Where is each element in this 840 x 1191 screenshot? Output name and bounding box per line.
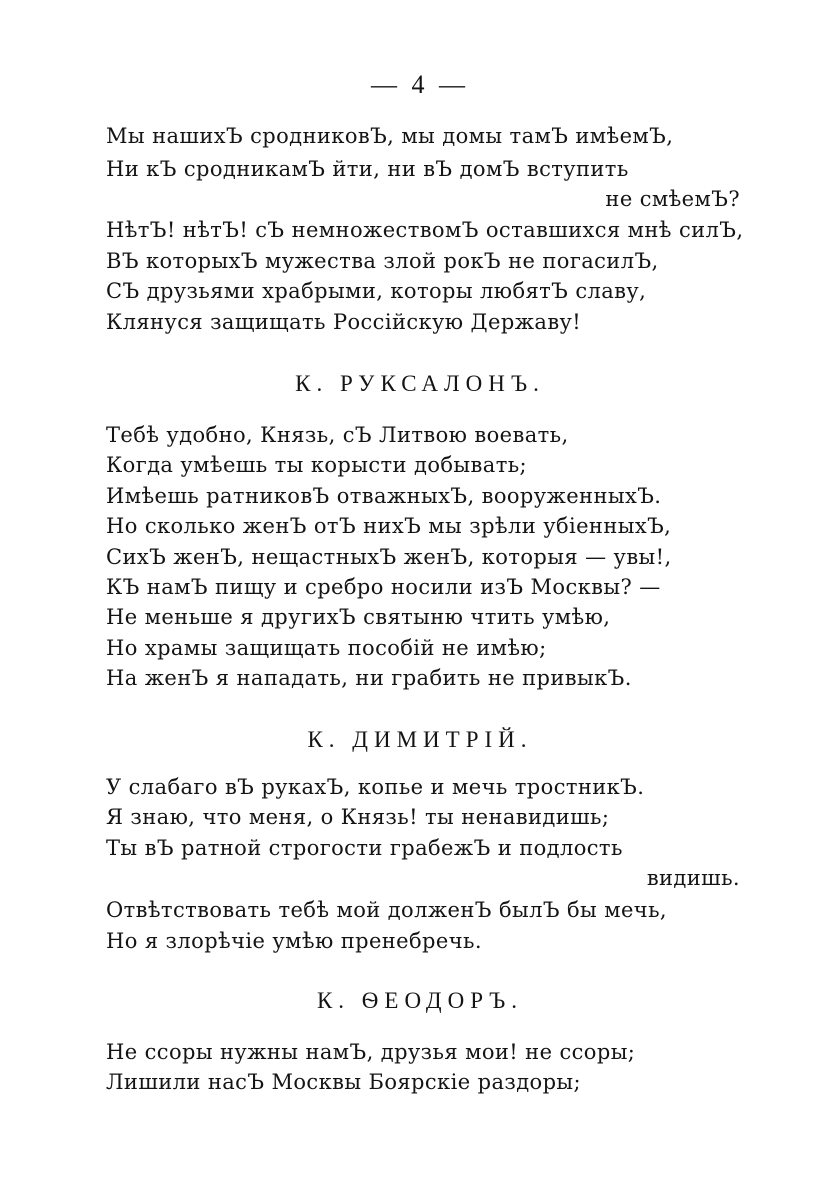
verse-line: Ни кЪ сродникамЪ йти, ни вЪ домЪ вступить	[106, 157, 629, 181]
verse-line: НѣтЪ! нѣтЪ! сЪ немножествомЪ оставшихся мнѣ силЪ,	[106, 218, 744, 242]
page-number: — 4 —	[371, 70, 469, 99]
verse-line: КЪ намЪ пищу и сребро носили изЪ Москвы? —	[106, 575, 661, 599]
verse-line: Я знаю, что меня, о Князь! ты ненавидишь;	[106, 805, 610, 829]
verse-line: Клянуся защищать Россійскую Державу!	[106, 310, 582, 334]
verse-line: Отвѣтствовать тебѣ мой долженЪ былЪ бы мечь,	[106, 898, 667, 922]
verse-line: У слабаго вЪ рукахЪ, копье и мечь тростникЪ.	[106, 775, 645, 799]
verse-line: Но сколько женЪ отЪ нихЪ мы зрѣли убіенныхЪ,	[106, 514, 672, 538]
verse-line: Имѣешь ратниковЪ отважныхЪ, вооруженныхЪ.	[106, 484, 662, 508]
verse-line: СихЪ женЪ, нещастныхЪ женЪ, которыя — увы!,	[106, 545, 672, 569]
verse-line-continuation: не смѣемЪ?	[605, 187, 740, 211]
verse-line: Не меньше я другихЪ святыню чтить умѣю,	[106, 605, 611, 629]
verse-line: Но храмы защищать пособій не имѣю;	[106, 636, 547, 660]
verse-line: Но я злорѣчіе умѣю пренебречь.	[106, 929, 482, 953]
speaker-heading: К. ѲЕОДОРЪ.	[316, 988, 524, 1013]
verse-line: На женЪ я нападать, ни грабить не привыкЪ.	[106, 666, 632, 690]
verse-line-continuation: видишь.	[646, 866, 740, 890]
verse-line: Мы нашихЪ сродниковЪ, мы домы тамЪ имѣемЪ,	[106, 124, 674, 148]
speaker-heading: К. РУКСАЛОНЪ.	[295, 371, 545, 396]
verse-line: Не ссоры нужны намЪ, друзья мои! не ссоры;	[106, 1040, 636, 1064]
verse-line: СЪ друзьями храбрыми, которы любятЪ славу,	[106, 279, 647, 303]
verse-line: Когда умѣешь ты корысти добывать;	[106, 453, 528, 477]
verse-line: ВЪ которыхЪ мужества злой рокЪ не погасилЪ,	[106, 249, 659, 273]
verse-line: Тебѣ удобно, Князь, сЪ Литвою воевать,	[106, 423, 569, 447]
verse-line: Лишили насЪ Москвы Боярскіе раздоры;	[106, 1070, 582, 1094]
speaker-heading: К. ДИМИТРІЙ.	[307, 727, 533, 752]
verse-line: Ты вЪ ратной строгости грабежЪ и подлость	[106, 836, 623, 860]
